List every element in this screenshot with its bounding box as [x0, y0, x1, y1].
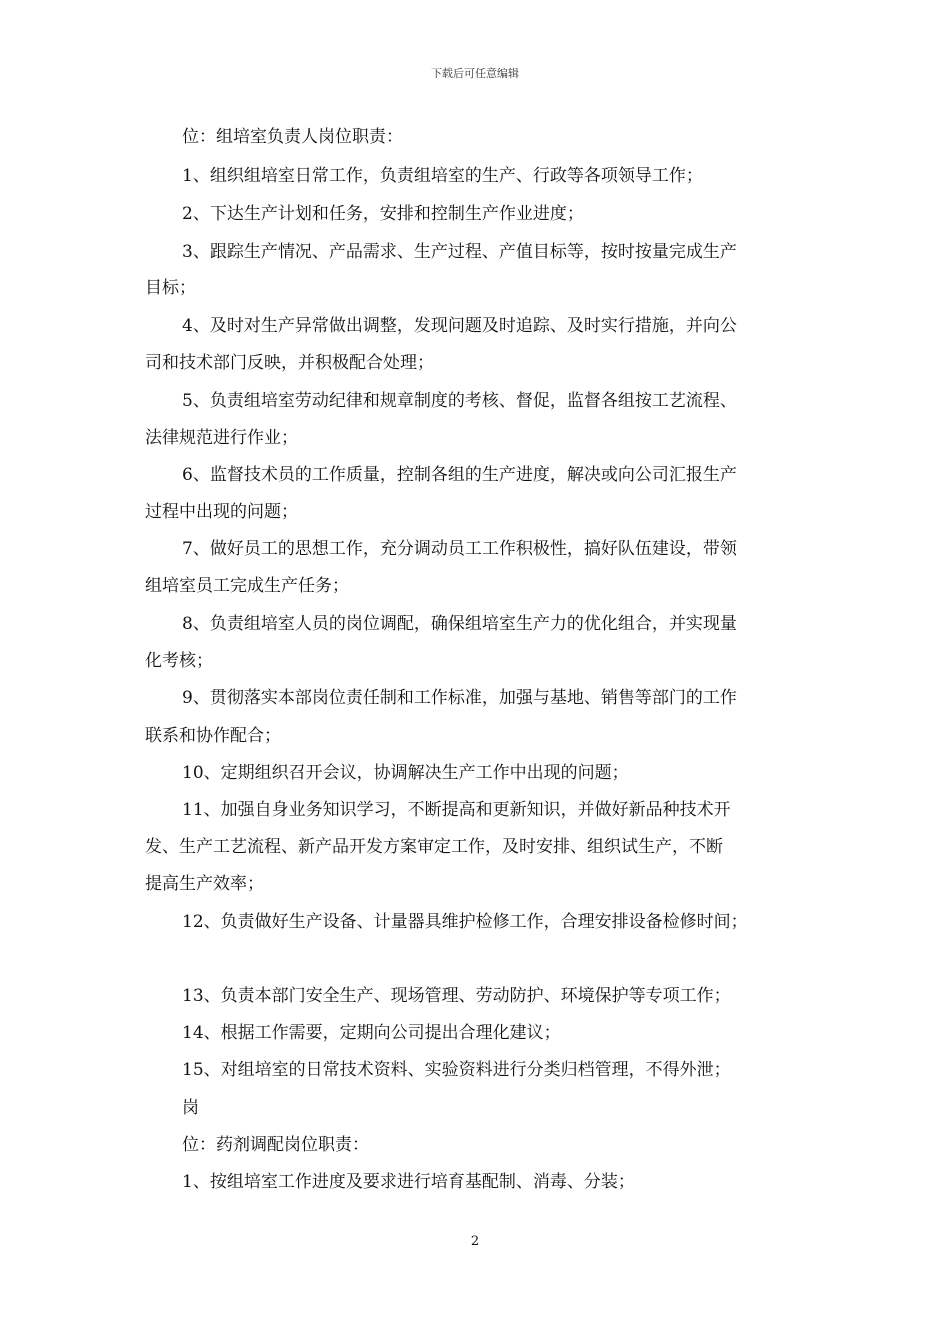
text-line: 4、及时对生产异常做出调整，发现问题及时追踪、及时实行措施，并向公	[182, 316, 737, 336]
text-line: 15、对组培室的日常技术资料、实验资料进行分类归档管理，不得外泄；	[182, 1060, 731, 1080]
section-title: 位：药剂调配岗位职责：	[182, 1135, 369, 1155]
text-line: 9、贯彻落实本部岗位责任制和工作标准，加强与基地、销售等部门的工作	[182, 688, 737, 708]
text-line: 14、根据工作需要，定期向公司提出合理化建议；	[182, 1023, 561, 1043]
page-number: 2	[470, 1234, 480, 1249]
text-line: 2、下达生产计划和任务，安排和控制生产作业进度；	[182, 204, 584, 224]
text-line: 组培室员工完成生产任务；	[145, 576, 349, 596]
page-header: 下载后可任意编辑	[431, 67, 519, 80]
text-line: 12、负责做好生产设备、计量器具维护检修工作，合理安排设备检修时间；	[182, 912, 748, 932]
text-line: 发、生产工艺流程、新产品开发方案审定工作，及时安排、组织试生产，不断	[145, 837, 723, 857]
text-line: 7、做好员工的思想工作，充分调动员工工作积极性，搞好队伍建设，带领	[182, 539, 737, 559]
text-line: 提高生产效率；	[145, 874, 264, 894]
text-line: 11、加强自身业务知识学习，不断提高和更新知识，并做好新品种技术开	[182, 800, 731, 820]
text-line: 1、按组培室工作进度及要求进行培育基配制、消毒、分装；	[182, 1172, 635, 1192]
text-line: 司和技术部门反映，并积极配合处理；	[145, 353, 434, 373]
text-line: 13、负责本部门安全生产、现场管理、劳动防护、环境保护等专项工作；	[182, 986, 731, 1006]
text-line: 法律规范进行作业；	[145, 428, 298, 448]
text-line: 3、跟踪生产情况、产品需求、生产过程、产值目标等，按时按量完成生产	[182, 242, 737, 262]
text-line: 5、负责组培室劳动纪律和规章制度的考核、督促，监督各组按工艺流程、	[182, 391, 737, 411]
text-line: 目标；	[145, 278, 196, 298]
text-line: 6、监督技术员的工作质量，控制各组的生产进度，解决或向公司汇报生产	[182, 465, 737, 485]
text-line: 10、定期组织召开会议，协调解决生产工作中出现的问题；	[182, 763, 629, 783]
text-line: 联系和协作配合；	[145, 726, 281, 746]
text-line: 过程中出现的问题；	[145, 502, 298, 522]
text-line: 8、负责组培室人员的岗位调配，确保组培室生产力的优化组合，并实现量	[182, 614, 737, 634]
section-title: 位：组培室负责人岗位职责：	[182, 127, 403, 147]
text-line: 化考核；	[145, 651, 213, 671]
text-line: 岗	[182, 1098, 199, 1118]
text-line: 1、组织组培室日常工作，负责组培室的生产、行政等各项领导工作；	[182, 166, 703, 186]
